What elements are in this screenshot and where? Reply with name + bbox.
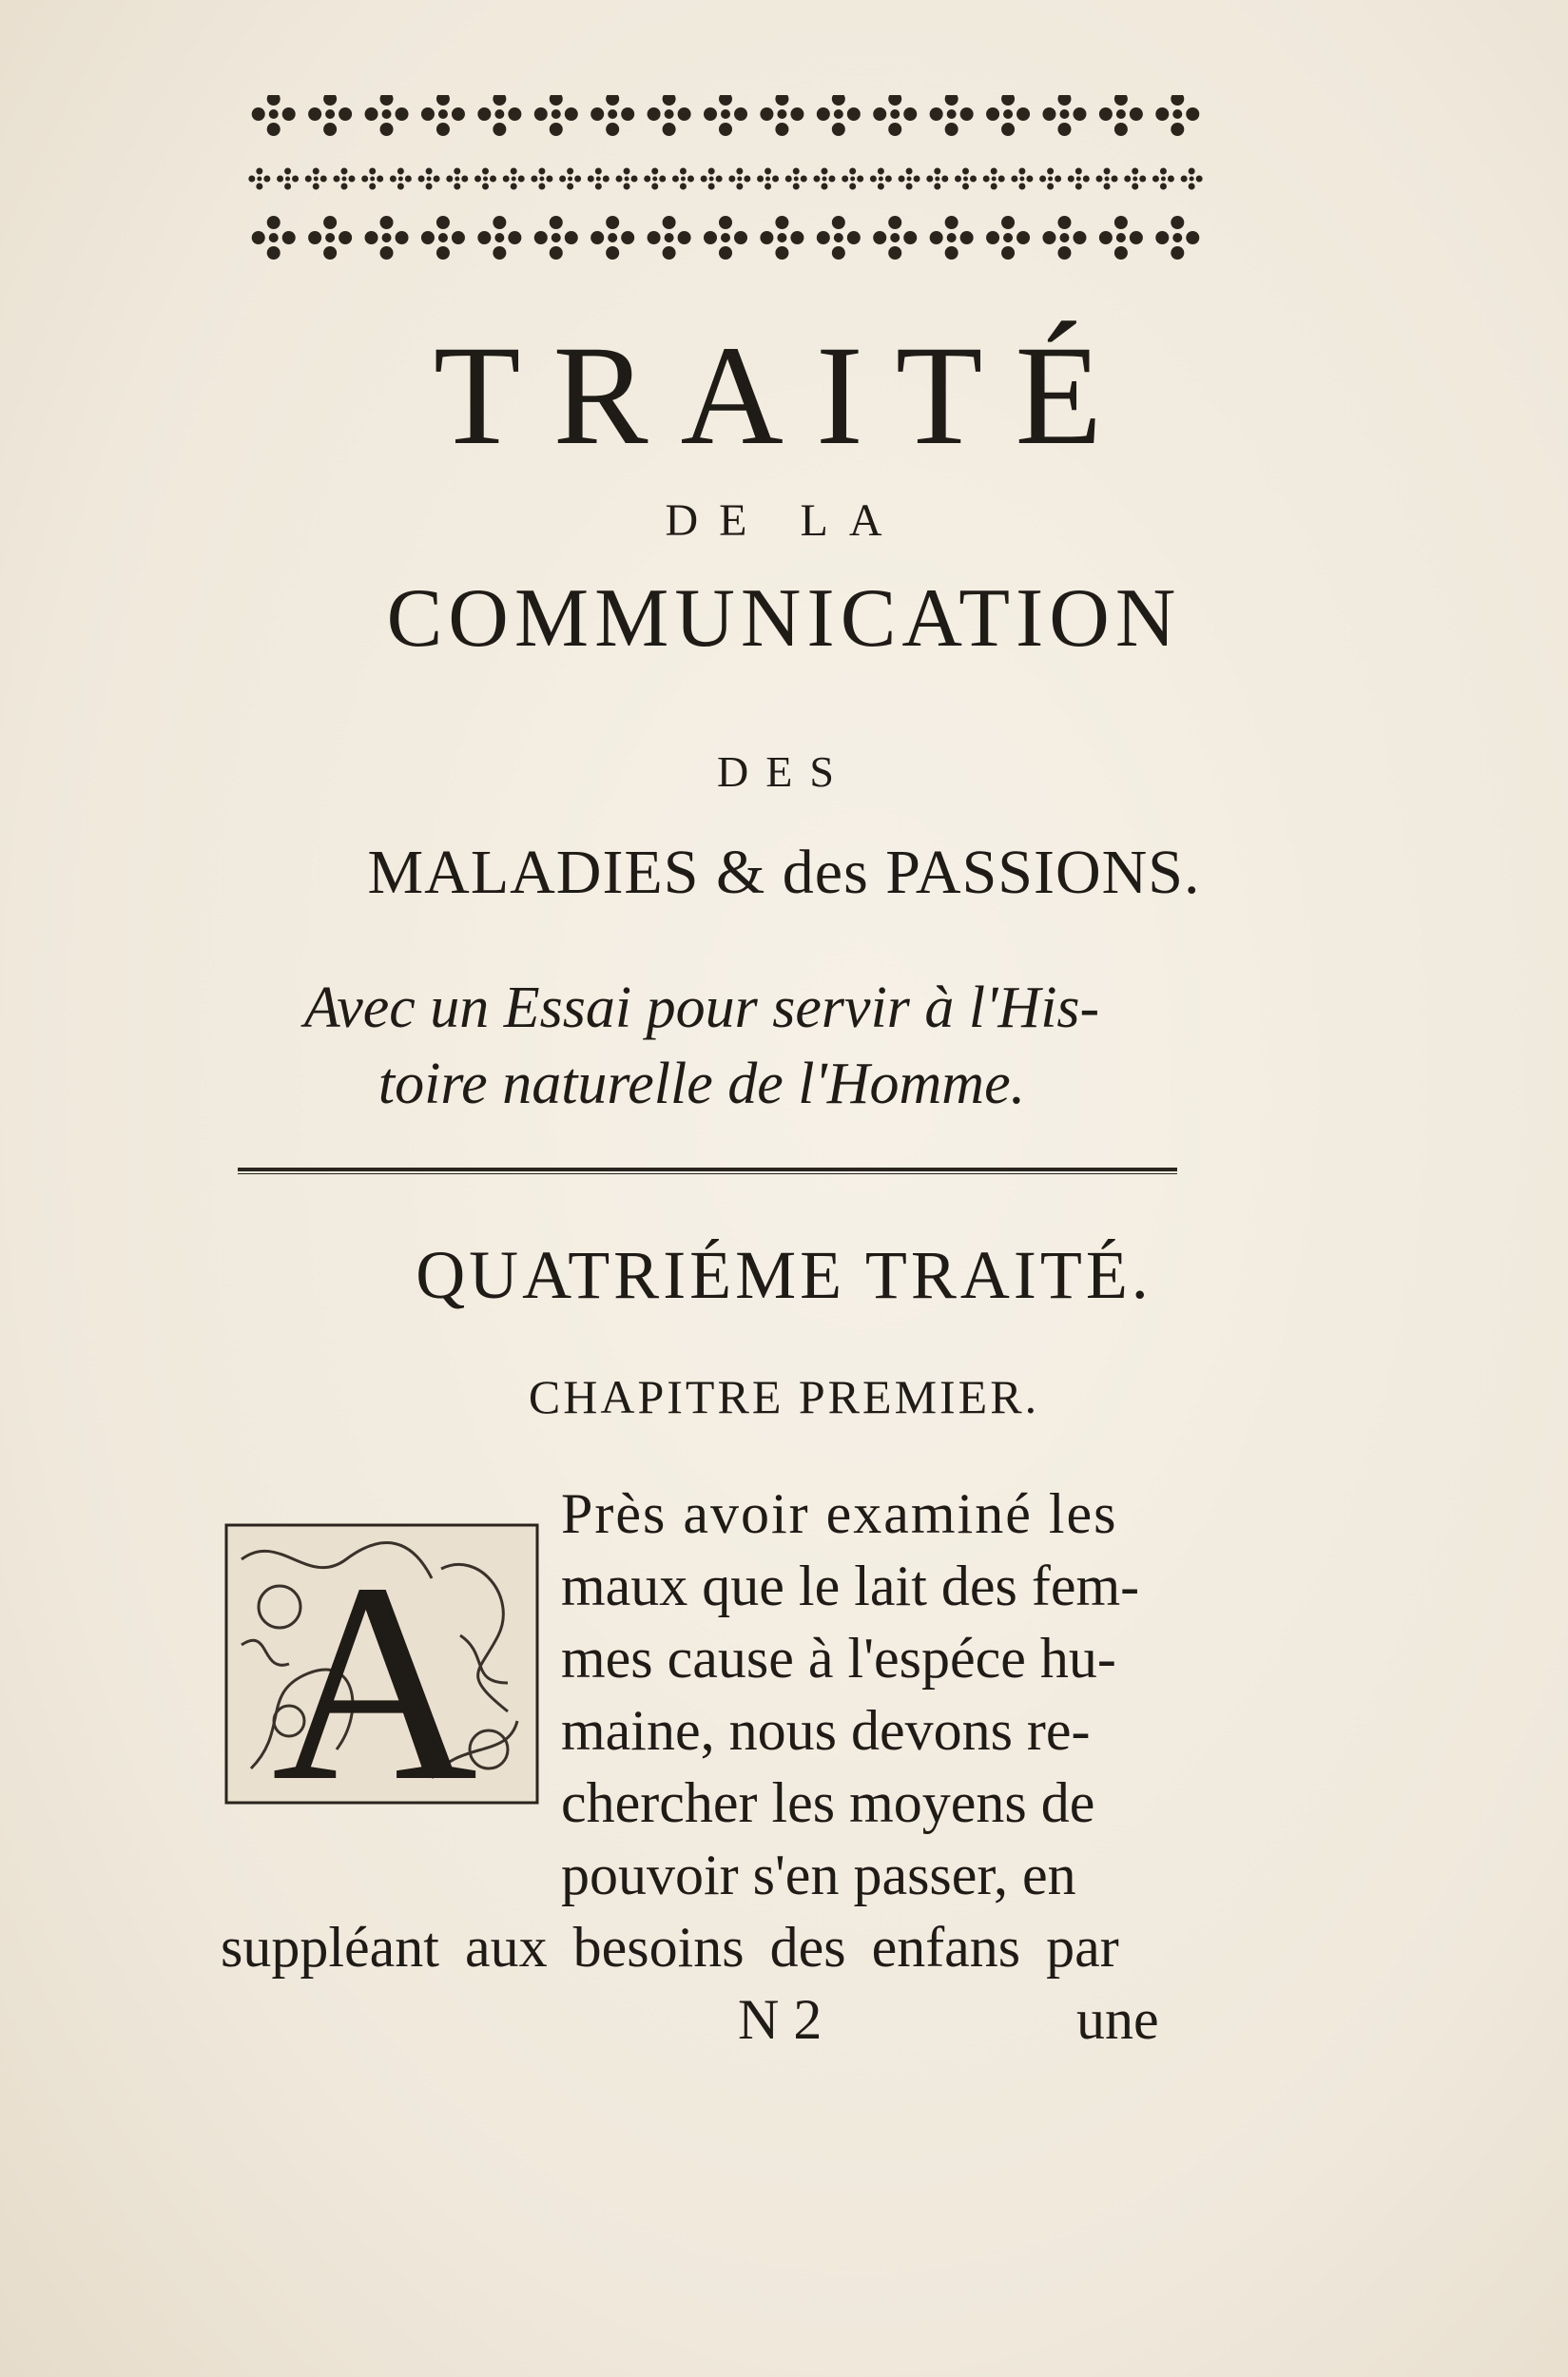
ornament-fleuron: [760, 95, 803, 136]
ornament-fleuron: [813, 168, 835, 190]
body-line-3: mes cause à l'espéce hu-: [561, 1627, 1116, 1690]
italic-line-2: toire naturelle de l'Homme.: [377, 1052, 1026, 1116]
ornament-fleuron: [1099, 95, 1143, 136]
ornament-fleuron: [477, 216, 521, 260]
ornament-fleuron: [785, 168, 807, 190]
ornament-fleuron: [1096, 168, 1118, 190]
ornament-fleuron: [1152, 168, 1174, 190]
ornament-fleuron: [252, 216, 296, 260]
ornament-fleuron: [930, 216, 974, 260]
main-title: TRAITÉ: [433, 317, 1135, 474]
ornament-fleuron: [1011, 168, 1033, 190]
ornament-fleuron: [588, 168, 610, 190]
catchword: une: [1076, 1988, 1159, 2051]
subtitle-de-la: DE LA: [665, 495, 903, 546]
ornament-fleuron: [1042, 216, 1086, 260]
ornament-fleuron: [446, 168, 468, 190]
divider-rule: [238, 1168, 1177, 1171]
ornament-fleuron: [531, 168, 552, 190]
ornament-fleuron: [361, 168, 383, 190]
ornament-fleuron: [308, 216, 352, 260]
ornament-fleuron: [365, 216, 409, 260]
body-line-5: chercher les moyens de: [561, 1771, 1095, 1834]
ornament-fleuron: [474, 168, 496, 190]
ornament-fleuron: [648, 95, 691, 136]
ornament-fleuron: [1039, 168, 1061, 190]
italic-subtitle: [226, 970, 1177, 1122]
italic-line-1: Avec un Essai pour servir à l'His-: [303, 976, 1100, 1040]
ornament-fleuron: [870, 168, 892, 190]
subtitle-des: DES: [717, 747, 851, 796]
signature-mark: N 2: [738, 1988, 823, 2051]
subtitle-communication: COMMUNICATION: [386, 572, 1182, 665]
ornament-fleuron: [1124, 168, 1146, 190]
subtitle-maladies: MALADIES & des PASSIONS.: [367, 838, 1201, 907]
ornament-fleuron: [616, 168, 638, 190]
ornament-fleuron: [559, 168, 581, 190]
typographic-ornament-band: [245, 95, 1206, 261]
ornament-fleuron: [305, 168, 327, 190]
ornament-fleuron: [955, 168, 977, 190]
body-line-1: Près avoir examiné les: [561, 1482, 1118, 1545]
ornament-fleuron: [817, 216, 861, 260]
ornament-fleuron: [477, 95, 521, 136]
ornament-fleuron: [926, 168, 948, 190]
ornament-fleuron: [1155, 216, 1199, 260]
ornament-fleuron: [644, 168, 666, 190]
ornament-fleuron: [873, 216, 917, 260]
section-title: QUATRIÉME TRAITÉ.: [416, 1237, 1152, 1313]
ornament-fleuron: [1068, 168, 1090, 190]
ornament-fleuron: [252, 95, 296, 136]
ornament-fleuron: [672, 168, 694, 190]
ornament-fleuron: [899, 168, 920, 190]
ornament-fleuron: [704, 95, 747, 136]
ornament-fleuron: [333, 168, 355, 190]
ornament-fleuron: [590, 216, 634, 260]
ornament-fleuron: [277, 168, 299, 190]
ornament-fleuron: [728, 168, 750, 190]
decorated-initial-icon: [223, 1521, 541, 1807]
ornament-fleuron: [503, 168, 525, 190]
ornament-fleuron: [701, 168, 723, 190]
ornament-fleuron: [308, 95, 352, 136]
ornament-fleuron: [248, 168, 270, 190]
divider-rule-thin: [238, 1173, 1177, 1174]
ornament-fleuron: [704, 216, 747, 260]
ornament-fleuron: [365, 95, 409, 136]
ornament-fleuron: [534, 95, 578, 136]
ornament-fleuron: [534, 216, 578, 260]
ornament-fleuron: [817, 95, 861, 136]
ornament-fleuron: [1181, 168, 1203, 190]
ornament-fleuron: [1042, 95, 1086, 136]
ornament-fleuron: [1099, 216, 1143, 260]
ornament-fleuron: [590, 95, 634, 136]
ornament-fleuron: [1155, 95, 1199, 136]
ornament-fleuron: [873, 95, 917, 136]
ornament-fleuron: [418, 168, 440, 190]
ornament-fleuron: [757, 168, 779, 190]
ornament-fleuron: [421, 216, 465, 260]
ornament-fleuron: [421, 95, 465, 136]
body-line-7: suppléant aux besoins des enfans par: [221, 1916, 1119, 1979]
ornament-fleuron: [986, 216, 1030, 260]
body-line-4: maine, nous devons re-: [561, 1699, 1091, 1762]
ornament-fleuron: [983, 168, 1005, 190]
ornament-fleuron: [986, 95, 1030, 136]
ornament-fleuron: [930, 95, 974, 136]
ornament-fleuron: [390, 168, 412, 190]
ornament-fleuron: [842, 168, 863, 190]
body-line-2: maux que le lait des fem-: [561, 1555, 1140, 1617]
dropcap-letter: A: [271, 1524, 478, 1807]
body-line-6: pouvoir s'en passer, en: [561, 1844, 1076, 1906]
chapter-title: CHAPITRE PREMIER.: [528, 1370, 1040, 1423]
ornament-fleuron: [760, 216, 803, 260]
ornament-fleuron: [648, 216, 691, 260]
